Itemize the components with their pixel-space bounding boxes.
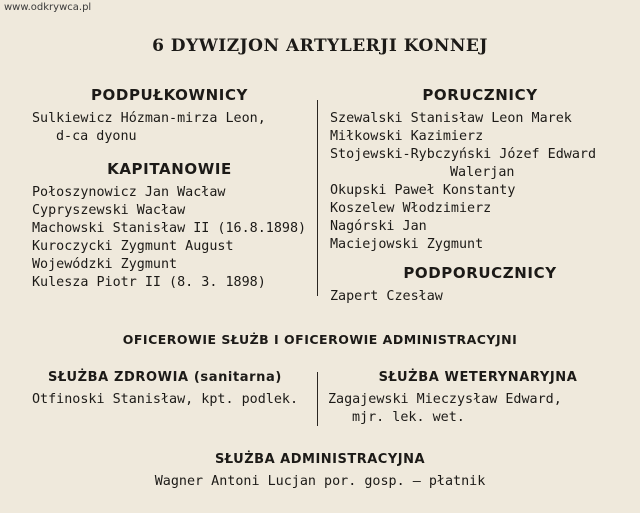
porucznik-entry: Koszelew Włodzimierz (330, 201, 492, 216)
administracyjna-heading: SŁUŻBA ADMINISTRACYJNA (214, 452, 426, 467)
kapitan-entry: Machowski Stanisław II (16.8.1898) (32, 221, 307, 236)
porucznik-entry-continuation: Walerjan (450, 165, 515, 180)
weterynaryjna-entry-continuation: mjr. lek. wet. (352, 410, 465, 425)
services-heading: OFICEROWIE SŁUŻB I OFICEROWIE ADMINISTRACYJNI (122, 332, 518, 347)
zdrowia-entry: Otfinoski Stanisław, kpt. podlek. (32, 392, 299, 407)
zdrowia-section (20, 370, 310, 409)
administracyjna-entry: Wagner Antoni Lucjan por. gosp. — płatnik (154, 474, 486, 489)
kapitan-entry: Kulesza Piotr II (8. 3. 1898) (32, 275, 266, 290)
right-column (330, 86, 630, 306)
podpulkownik-entry: Sulkiewicz Hózman-mirza Leon, (32, 111, 266, 126)
page-title: 6 DYWIZJON ARTYLERJI KONNEJ (152, 36, 488, 56)
porucznik-entry: Okupski Paweł Konstanty (330, 183, 516, 198)
weterynaryjna-heading: SŁUŻBA WETERYNARYJNA (378, 370, 578, 385)
column-divider-bottom (317, 372, 318, 426)
zdrowia-heading: SŁUŻBA ZDROWIA (sanitarna) (48, 370, 282, 385)
podpulkownicy-heading: PODPUŁKOWNICY (90, 86, 249, 104)
porucznik-entry: Miłkowski Kazimierz (330, 129, 484, 144)
kapitan-entry: Kuroczycki Zygmunt August (32, 239, 234, 254)
kapitan-entry: Wojewódzki Zygmunt (32, 257, 178, 272)
porucznik-entry: Stojewski-Rybczyński Józef Edward (330, 147, 597, 162)
kapitan-entry: Połoszynowicz Jan Wacław (32, 185, 226, 200)
porucznik-entry: Nagórski Jan (330, 219, 427, 234)
podpulkownik-entry-continuation: d-ca dyonu (56, 129, 137, 144)
porucznicy-heading: PORUCZNICY (422, 86, 538, 104)
weterynaryjna-entry: Zagajewski Mieczysław Edward, (328, 392, 562, 407)
kapitanowie-heading: KAPITANOWIE (107, 160, 232, 178)
porucznik-entry: Szewalski Stanisław Leon Marek (330, 111, 572, 126)
kapitan-entry: Cypryszewski Wacław (32, 203, 186, 218)
podporucznicy-heading: PODPORUCZNICY (403, 264, 557, 282)
porucznik-entry: Maciejowski Zygmunt (330, 237, 484, 252)
watermark-text: www.odkrywca.pl (4, 2, 92, 13)
podporucznik-entry: Zapert Czesław (330, 289, 443, 304)
left-column (32, 86, 307, 292)
column-divider-top (317, 100, 318, 296)
weterynaryjna-section (328, 370, 628, 427)
